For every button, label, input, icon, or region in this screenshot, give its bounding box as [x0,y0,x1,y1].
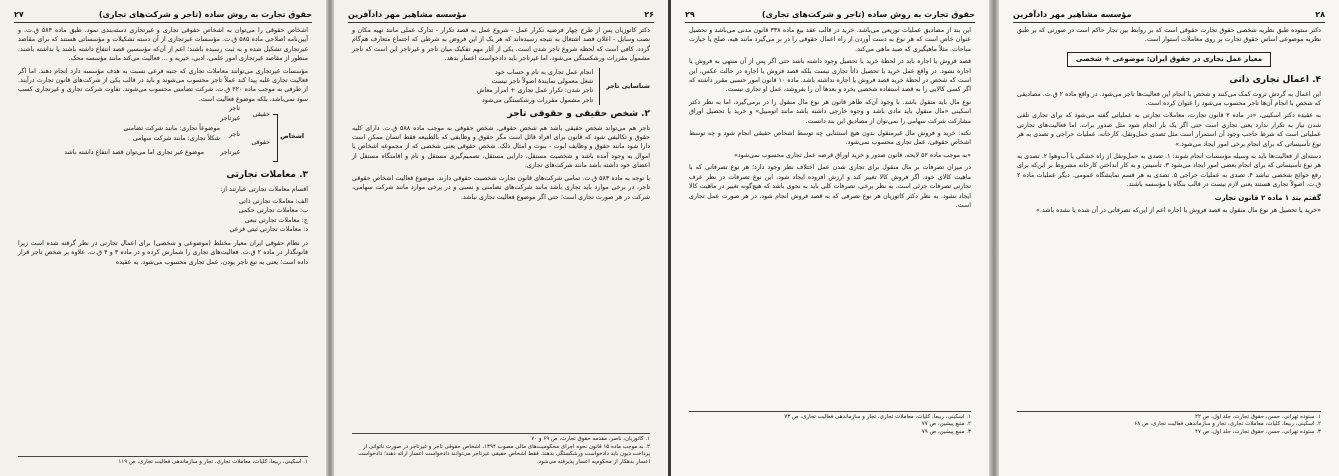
page-29-paragraph: این بند از مصادیق عملیات توزیعی می‌باشد. خرید در قالب عقد بیع ماده ۳۳۸ قانون مدنی می‌باشد و تحصیل عنوان خاص است که هر نوع به دست آوردن از راه اعمال حقوقی را در بر می‌گیرد مانند هبه، صلح یا حیازت مباحات. مثلاً ماهیگیری که صید ماهی می‌کند. [689,27,972,53]
page-29-paragraph: نوع مال باید منقول باشد. با وجود آن‌که ظاهر قانون هر نوع مال منقول را در برمی‌گیرد، اما به نظر دکتر اسکینی «مال منقول باید مادی باشد و وجوه خارجی داشته باشد مانند اتومبیل» و خرید یا تحصیل اوراق مشارکت شرکت سهامی را نمی‌توان از مصادیق این بند دانست. [689,98,971,125]
list-item: د: معاملات تجارتی ثبتی فرعی [229,226,308,234]
page-29-paragraph: قصد فروش یا اجاره باید در لحظهٔ خرید یا تحصیل وجود داشته باشد حتی اگر پس از آن منتهی به فروش یا اجاره نشود. در واقع عمل خرید یا تحصیل ذاتاً تجاری نیست بلکه قصد فروش یا اجاره در حالت عکس، این است که شخص در لحظهٔ خرید قصد فروش یا اجاره نداشته باشد. ماده ۱۰ قانون امور حسبی مقرر داشته که اگر کسی کالایی را به قصد استفاده شخصی بخرد و بعدها آن را بفروشد، عمل او تجاری نیست. [689,58,971,94]
section-heading: ۳. معاملات تجارتی [226,170,308,181]
page-29-number: ۲۹ [685,9,695,19]
tree-real-child: غیرتاجر [220,115,240,123]
page-26-number: ۲۶ [644,9,654,19]
tree-legal-label: حقوقی [251,139,270,147]
tree-legal-nonmerchant-item: موضوع غیر تجاری اما می‌توان قصد انتفاع داشته باشد [64,149,204,157]
page-28-paragraph: به عقیده دکتر اسکینی، «در ماده ۲ قانون تجارت، معاملات تجارتی به عملیاتی گفته می‌شود که برای تجاری تلقی شدن نیاز به تکرار ندارد یعنی تجاری است حتی اگر یک بار انجام شود مثل صدور برات. اما فعالیت‌های تجارتی عملیاتی است که شرط حاجب وجود آن استمرار است مثل تصدی حمل‌ونقل، کارخانه، عملیات حراجی و تصدی به هر نوع تأسیساتی که برای انجام برخی امور ایجاد می‌شود.» [1017,112,1321,148]
page-29-paragraph: «به موجب ماده ۵۲ لایحه، قانون صدور و خرید اوراق قرضه عمل تجاری محسوب نمی‌شود» [733,151,971,159]
tree-root-label: اشخاص [280,133,304,141]
footnote: ۱. اسکینی، ربیعا، کلیات، معاملات تجاری، تجار و سازماندهی فعالیت تجاری، ص ۷۳ [784,413,971,420]
page-26-top-paragraph: دکتر کاتوزیان پس از طرح چهار فرضیه تکرار عمل - شروع عمل به قصد تکرار - تدارک عملی مانند تهیه مکان و نصب وسایل - اعلان قصد اشتغال به نتیجه رسیده‌اند که هر یک از این فروض به شرطی که اجتماع متعارف هم‌گام گردد، کافی است که لحظه شروع تاجر شدن است. یکی از آثار مهم تفکیک میان تاجر و غیرتاجر این است که تاجر مشمول مقررات ورشکستگی می‌شود، اما غیرتاجر باید دادخواست اعسار بدهد. [352,27,650,63]
tree-legal-merchant-item: موضوعاً تجاری: مانند شرکت تضامنی [123,125,220,133]
page-29-paragraph: در میزان تصرفات بر مال منقول برای تجاری شدن عمل اختلاف نظر وجود دارد؛ هر نوع تصرفاتی که با ماهیت کالای خود، اگر فروش کالا تغییر کند و ارزش افزوده ایجاد شود، این نوع تصرفات در نظر عرف تجارتی تصرفات جزئی است. به نظر برخی، تصرفات کلی باید به نحوی باشد که هیچ‌گونه تغییر در ماهیت کالا ایجاد نشود. به نظر دکتر کاتوزیان هر نوع تصرفی که به قصد فروش انجام شود، در هر صورت عمل تجاری است. [689,164,971,209]
page-29-header-title: حقوق تجارت به روش ساده (تاجر و شرکت‌های تجاری) [761,9,975,19]
page-26-paragraph: با توجه به ماده ۵۸۳ ق.ت. تمامی شرکت‌های قانون تجارت شخصیت حقوقی دارند. موضوع فعالیت اشخاص حقوقی تاجر، در برخی موارد باید تجاری باشد مانند شرکت‌های تضامنی و نسبی و در برخی موارد مانند شرکت سهامی، شرکت در هر صورت تجاری است؛ حتی اگر موضوع فعالیت تجاری نباشد. [352,174,650,201]
page-26-footnotes [352,433,650,466]
page-27-paragraph: مؤسسات غیرتجاری می‌توانند معاملات تجاری که جنبه فرعی نسبت به هدف مؤسسه دارد انجام دهند. اما اگر فعالیت تجاری غلبه پیدا کند عملاً تاجر محسوب می‌شوند و باید در قالب یکی از شرکت‌های قانون تجارت درآیند. از طرفی به موجب ماده ۲۲۰ ق.ت. شرکت تضامنی محسوب می‌شوند. تفاوت شرکت تجاری و غیرتجاری کسب سود نمی‌باشد، بلکه موضوع فعالیت است. [18,67,308,103]
merchant-identification-list [477,68,600,106]
page-28-top-paragraph: دکتر ستوده طبق نظریه شخصی حقوق تجارت حقوقی است که بر روابط بین تجار حاکم است در صورتی که بر طبق نظریه موضوعی اساس حقوق تجارت بر روی معاملات استوار است. [1017,27,1321,44]
left-book-spread [0,0,668,476]
page-27-footnotes [18,456,308,466]
transaction-types-list [18,197,308,235]
footnote: ۲. به موجب ماده ۱۵ قانون نحوه اجرای محکومیت‌های مالی مصوب ۱۳۹۴، اشخاص حقوقی تاجر و غیرتاجر در صورت ناتوانی از پرداخت دیون باید دادخواست ورشکستگی بدهند. فقط اشخاص حقیقی غیرتاجر می‌توانند دادخواست اعسار ارائه دهند؛ دادخواست اعسار بدهکار از محکوم‌به اعسار پذیرفته می‌شود. [358,443,650,465]
footnote: ۱. ستوده تهرانی، حسن، حقوق تجارت، جلد اول، ص ۲۲ [1195,413,1321,420]
page-28-number: ۲۸ [1315,9,1325,19]
page-28 [999,0,1339,476]
list-item: ب: معاملات تجارتی حکمی [238,207,308,215]
footnote: ۲. اسکینی، ربیعا، کلیات، معاملات تجاری، تجار و سازماندهی فعالیت تجاری، ص ۶۸ [1134,421,1321,428]
page-28-paragraph: دسته‌ای از فعالیت‌ها باید به وسیله مؤسسات انجام شوند: ۱. تصدی به حمل‌ونقل از راه خشکی یا آب‌وهوا ۲. تصدی به هر نوع تأسیساتی که برای انجام بعضی امور ایجاد می‌شود ۳. تأسیس و به کار انداختن کارخانه مشروط بر این‌که برای رفع حوائج شخصی نباشد ۴. تصدی به عملیات حراجی ۵. تصدی به هر قسم نمایشگاه عمومی. دیگر عملیات ماده ۲ ق.ت. اصولاً تجاری هستند یعنی لازم نیست در قالب بنگاه یا مؤسسه باشند. [1017,153,1321,189]
page-26-body [352,26,650,466]
page-28-body [1017,26,1321,466]
persons-tree-diagram [18,105,308,166]
page-28-header-title: مؤسسه مشاهیر مهر دادآفرین [1013,9,1132,19]
list-item: الف: معاملات تجارتی ذاتی [238,198,308,206]
page-28-header [1013,6,1325,23]
page-27 [0,0,326,476]
section-intro: اقسام معاملات تجارتی عبارتند از: [220,185,308,193]
list-item: ج: معاملات تجارتی تبعی [244,216,308,224]
right-spread-gutter [989,0,999,476]
subsection-heading: گفتم بند ۱ ماده ۲ قانون تجارت [1214,193,1321,202]
tree-legal-merchant-item: شکلاً تجاری: مانند شرکت سهامی [132,135,220,143]
page-27-closing: در نظام حقوقی ایران معیار مختلط (موضوعی و شخصی) برای اعمال تجارتی در نظر گرفته شده است زیرا قانونگذار در ماده ۲ ق.ت. فعالیت‌های تجاری را شمارش کرده و در ماده ۳ و ۴ ق.ت. علاوه بر شخص تاجر قرار داده است؛ یعنی به تبع تاجر بودن، عمل تجاری محسوب می‌شود. به عقیده [18,239,308,266]
page-29-header [685,6,975,23]
page-27-header [14,6,312,23]
page-29-footnotes [689,411,971,436]
merchant-identification-label: شناسایی تاجر [606,82,650,90]
tree-legal-nonmerchant: غیرتاجر [220,149,240,157]
footnote: ۳. منبع پیشین، ص ۷۹ [921,428,971,435]
page-28-paragraph: این اعمال به گردش ثروت کمک می‌کنند و شخص با انجام این فعالیت‌ها تاجر می‌شود. در واقع ماده ۲ ق.ت. مصادیقی که شخص با انجام آن‌ها تاجر محسوب می‌شود را عنوان کرده است. [1017,90,1321,108]
right-book-spread [671,0,1339,476]
page-26-header-title: مؤسسه مشاهیر مهر دادآفرین [348,9,467,19]
left-spread-gutter [326,0,334,476]
footnote: ۲. منبع پیشین، ص ۷۷ [921,421,971,428]
list-item: تاجر شدن: تکرار عمل تجاری + امرار معاش [476,87,594,95]
criteria-boxed-note: معیار عمل تجاری در حقوق ایران: موضوعی + شخصی [1067,52,1271,67]
page-26-paragraph: تاجر هم می‌تواند شخص حقیقی باشد هم شخص حقوقی. شخص حقوقی به موجب ماده ۵۸۸ ق.ت. دارای کلیه حقوق و تکالیفی شود که قانون برای افراد قائل است مگر حقوق و وظایفی که بالطبیعه فقط انسان ممکن است دارا شود مانند حقوق و وظایف ابوت - بنوت و امثال ذلک. شخص حقوقی یعنی شخصی که از مجموعه اشخاص یا اموال به وجود آمده باشد و شخصیت مستقل، دارایی مستقل، تصمیم‌گیری مستقل و نام و اقامتگاه مستقل از اعضای خود داشته باشد مانند شرکت‌های تجاری. [352,124,650,170]
page-28-footnotes [1017,411,1321,436]
merchant-identification-box [352,68,650,106]
footnote: ۳. ستوده تهرانی، حسن، حقوق تجارت، جلد اول، ص ۴۷ [1195,428,1321,435]
footnote: ۱. کاتوزیان، ناصر، مقدمه حقوق تجارت، ص ۶۹ و ۷۰ [531,436,650,443]
section-heading: ۲. شخص حقیقی و حقوقی تاجر [507,109,650,120]
tree-real-child: تاجر [228,105,240,113]
page-27-paragraph: اشخاص حقوقی را می‌توان به اشخاص حقوقی تجاری و غیرتجاری دسته‌بندی نمود. طبق ماده ۵۸۴ ق.ت. و آیین‌نامه اصلاحی ماده ۵۸۵ ق.ت. مؤسسات غیرتجاری از آن دسته تشکیلات و مؤسساتی هستند که برای مقاصد غیرتجاری تشکیل شده و به ثبت رسیده باشند؛ اعم از آن‌که مؤسسین قصد انتفاع داشته باشند یا نداشته باشند. منظور از مقاصد غیرتجاری امور علمی، ادبی، خیریه و ... فعالیت می‌کند مانند مؤسسه محک. [18,27,308,63]
page-29-paragraph: نکته: خرید و فروش مال غیرمنقول بدون هیچ استثنایی چه توسط اشخاص حقیقی انجام شود و چه توسط اشخاص حقوقی، عمل تجاری محسوب نمی‌شود. [689,130,971,147]
page-29 [671,0,989,476]
list-item: تاجر مشمول مقررات ورشکستگی می‌شود [481,96,594,104]
page-27-header-title: حقوق تجارت به روش ساده (تاجر و شرکت‌های تجاری) [98,9,312,19]
page-26 [334,0,668,476]
page-26-header [348,6,654,23]
footnote: ۱. اسکینی، ربیعا، کلیات، معاملات تجاری، تجار و سازماندهی فعالیت تجاری، ص ۱۱۹ [118,458,308,465]
list-item: انجام عمل تجاری به نام و حساب خود [494,68,594,76]
subsection-text: «خرید یا تحصیل هر نوع مال منقول به قصد فروش یا اجاره اعم از این‌که تصرفاتی در آن شده یا نشده باشد.» [1036,207,1321,215]
page-27-body [18,26,308,466]
page-29-body [689,26,971,466]
page-27-number: ۲۷ [14,9,24,19]
list-item: شغل معمولی نمایندهٔ اصولاً تاجر نیست [491,78,594,86]
tree-root-brace [273,114,278,162]
section-heading: ۴. اعمال تجاری ذاتی [1229,75,1321,86]
tree-legal-merchant: تاجر [228,131,240,139]
tree-real-label: حقیقی [252,111,270,119]
